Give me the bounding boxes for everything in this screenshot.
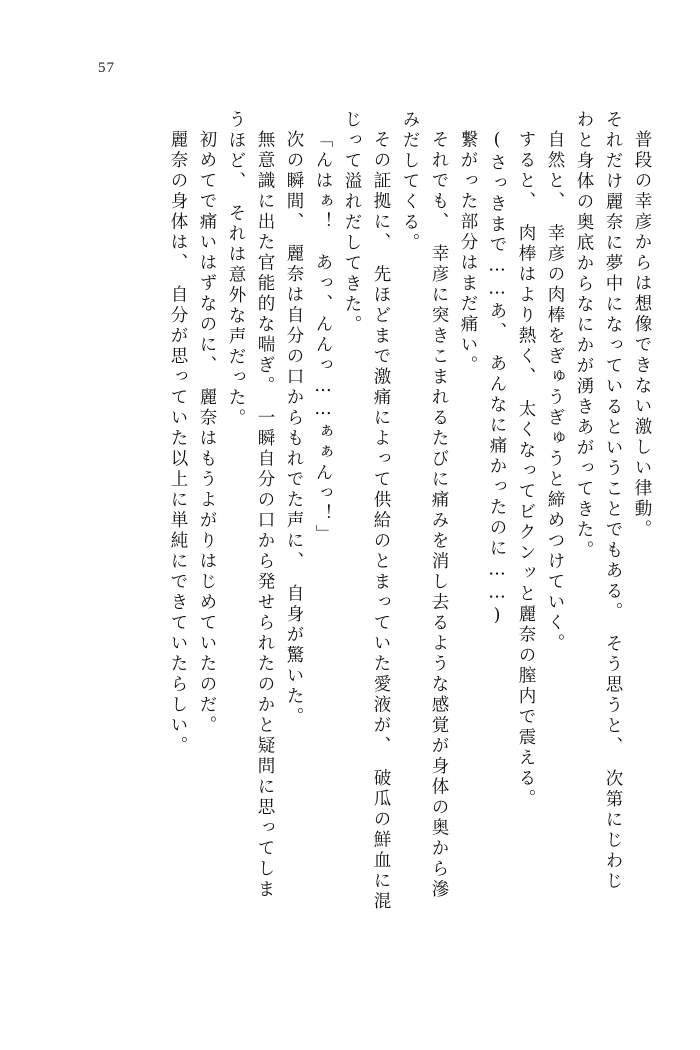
- text-line: みだしてくる。: [400, 110, 420, 254]
- text-line: 普段の幸彦からは想像できない激しい律動。: [632, 130, 652, 540]
- text-line: (さっきまで……あ、 あんなに痛かったのに……): [487, 130, 507, 629]
- text-line: それでも、 幸彦に突きこまれるたびに痛みを消し去るような感覚が身体の奥から滲: [429, 130, 449, 901]
- page-number: 57: [98, 60, 115, 76]
- text-line: 初めてで痛いはずなのに、 麗奈はもうよがりはじめていたのだ。: [197, 130, 217, 737]
- text-line: 麗奈の身体は、 自分が思っていた以上に単純にできていたらしい。: [168, 130, 188, 757]
- text-line: 次の瞬間、 麗奈は自分の口からもれでた声に、 自身が驚いた。: [284, 130, 304, 728]
- text-line: その証拠に、 先ほどまで激痛によって供給のとまっていた愛液が、 破瓜の鮮血に混: [371, 130, 391, 912]
- text-line: 自然と、 幸彦の肉棒をぎゅうぎゅうと締めつけていく。: [545, 130, 565, 655]
- text-line: それだけ麗奈に夢中になっているということでもある。 そう思うと、 次第にじわじ: [603, 110, 623, 892]
- text-line: 「んはぁ！ あっ、んんっ……ぁぁんっ！」: [313, 130, 333, 545]
- vertical-text-body: [52, 110, 650, 1010]
- text-line: 無意識に出た官能的な喘ぎ。 一瞬自分の口から発せられたのかと疑問に思ってしま: [255, 130, 275, 901]
- text-line: わと身体の奥底からなにかが湧きあがってきた。: [574, 110, 594, 561]
- text-line: うほど、 それは意外な声だった。: [226, 110, 246, 430]
- text-line: すると、 肉棒はより熱く、 太くなってビクンッと麗奈の膣内で震える。: [516, 130, 536, 810]
- text-line: 繋がった部分はまだ痛い。: [458, 130, 478, 376]
- text-line: じって溢れだしてきた。: [342, 110, 362, 336]
